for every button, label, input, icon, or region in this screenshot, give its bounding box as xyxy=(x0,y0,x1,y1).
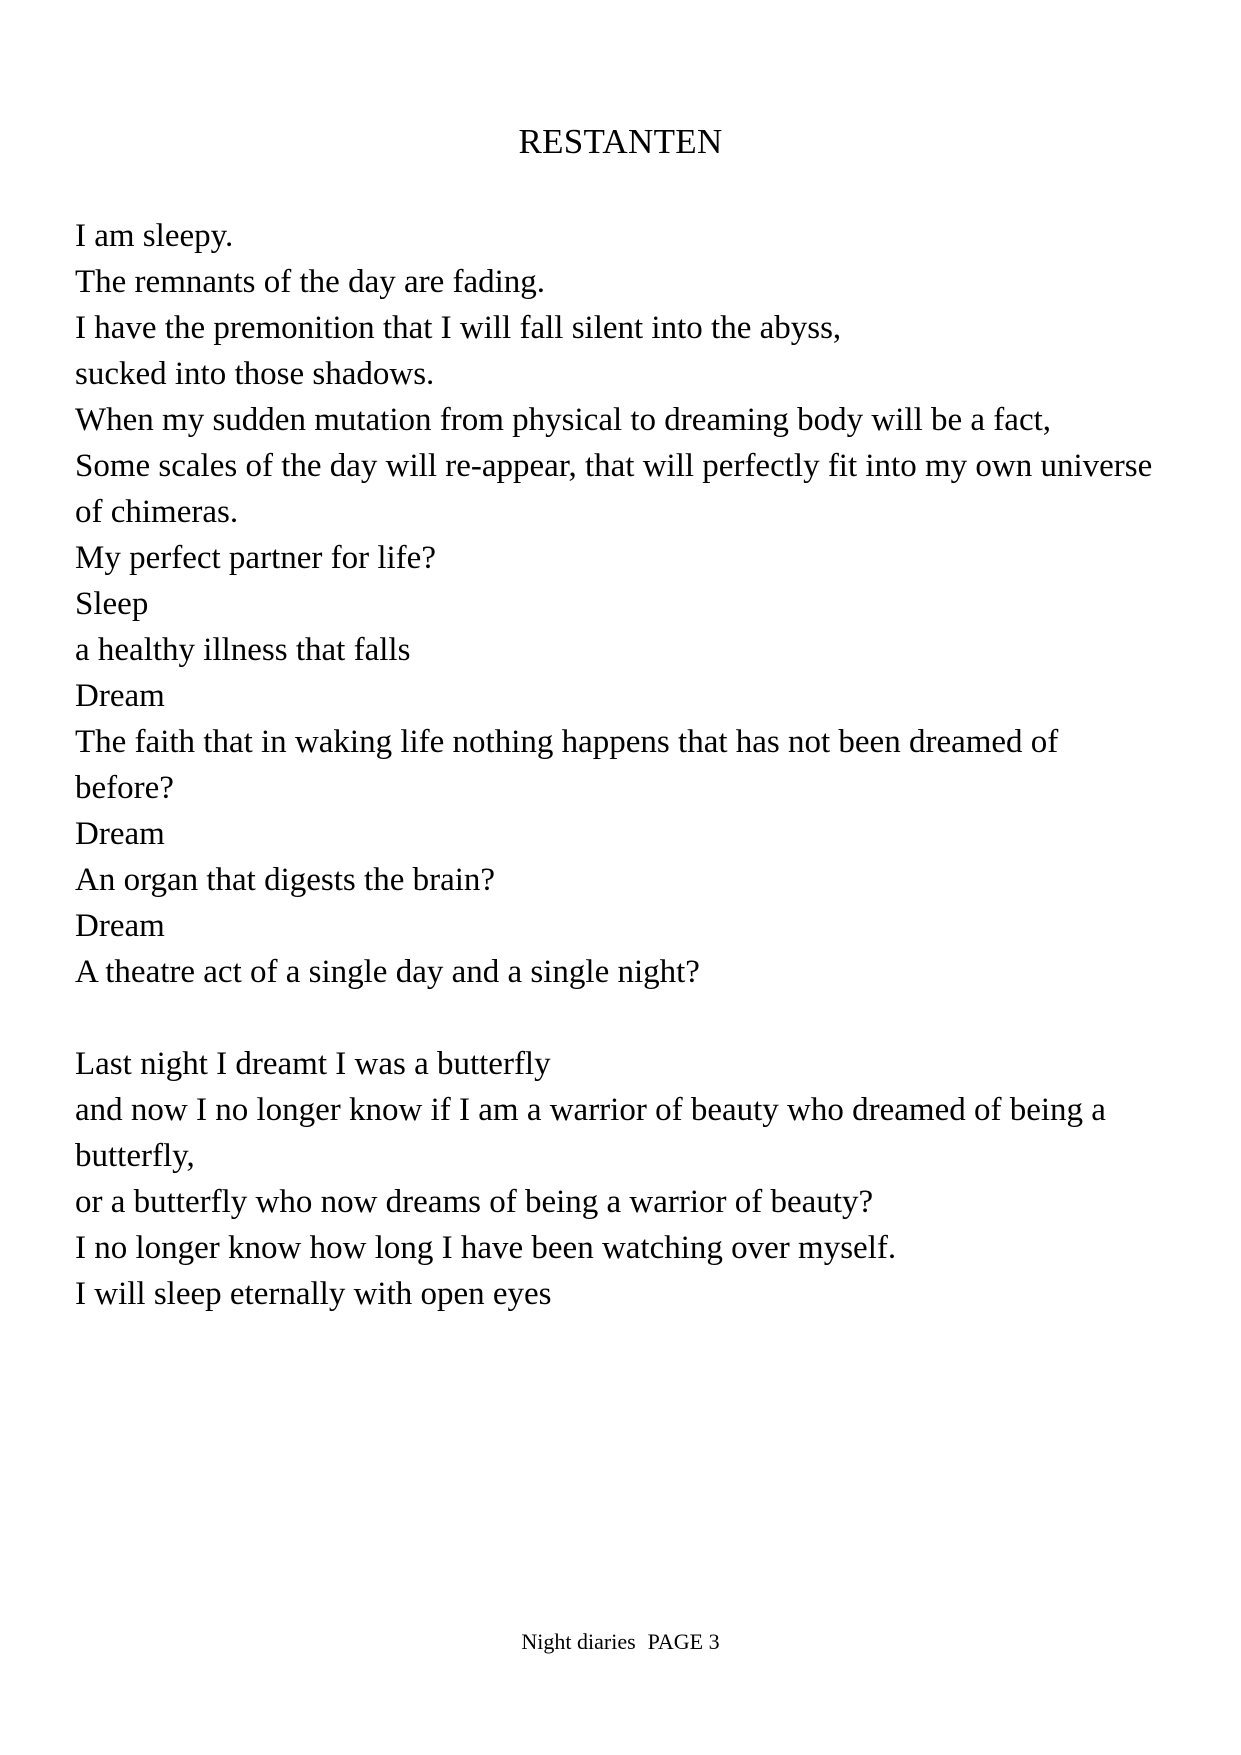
poem-line: Sleep xyxy=(75,586,149,622)
poem-line: I have the premonition that I will fall silent into the abyss, xyxy=(75,310,842,346)
poem-line: When my sudden mutation from physical to dreaming body will be a fact, xyxy=(75,402,1052,438)
footer-page-number: PAGE 3 xyxy=(647,1629,720,1654)
poem-line: a healthy illness that falls xyxy=(75,632,411,668)
poem-line: Dream xyxy=(75,678,165,714)
poem-line: Dream xyxy=(75,908,165,944)
poem-line: sucked into those shadows. xyxy=(75,356,435,392)
poem-line: An organ that digests the brain? xyxy=(75,862,496,898)
page-footer xyxy=(0,1628,1241,1656)
poem-line: or a butterfly who now dreams of being a warrior of beauty? xyxy=(75,1184,874,1220)
poem-body xyxy=(75,213,1165,1317)
poem-line: Some scales of the day will re-appear, that will perfectly fit into my own universe of chimeras. xyxy=(75,448,1153,530)
poem-line: Dream xyxy=(75,816,165,852)
poem-line: I am sleepy. xyxy=(75,218,234,254)
stanza-break xyxy=(75,995,1165,1041)
poem-line: Last night I dreamt I was a butterfly xyxy=(75,1046,551,1082)
page-title: RESTANTEN xyxy=(518,122,723,161)
poem-line: The faith that in waking life nothing happens that has not been dreamed of before? xyxy=(75,724,1059,806)
poem-line: and now I no longer know if I am a warrior of beauty who dreamed of being a butterfly, xyxy=(75,1092,1106,1174)
poem-line: My perfect partner for life? xyxy=(75,540,436,576)
poem-line: The remnants of the day are fading. xyxy=(75,264,546,300)
poem-line: I no longer know how long I have been watching over myself. xyxy=(75,1230,897,1266)
footer-book-title: Night diaries xyxy=(521,1629,636,1654)
poem-line: A theatre act of a single day and a single night? xyxy=(75,954,700,990)
poem-line: I will sleep eternally with open eyes xyxy=(75,1276,552,1312)
